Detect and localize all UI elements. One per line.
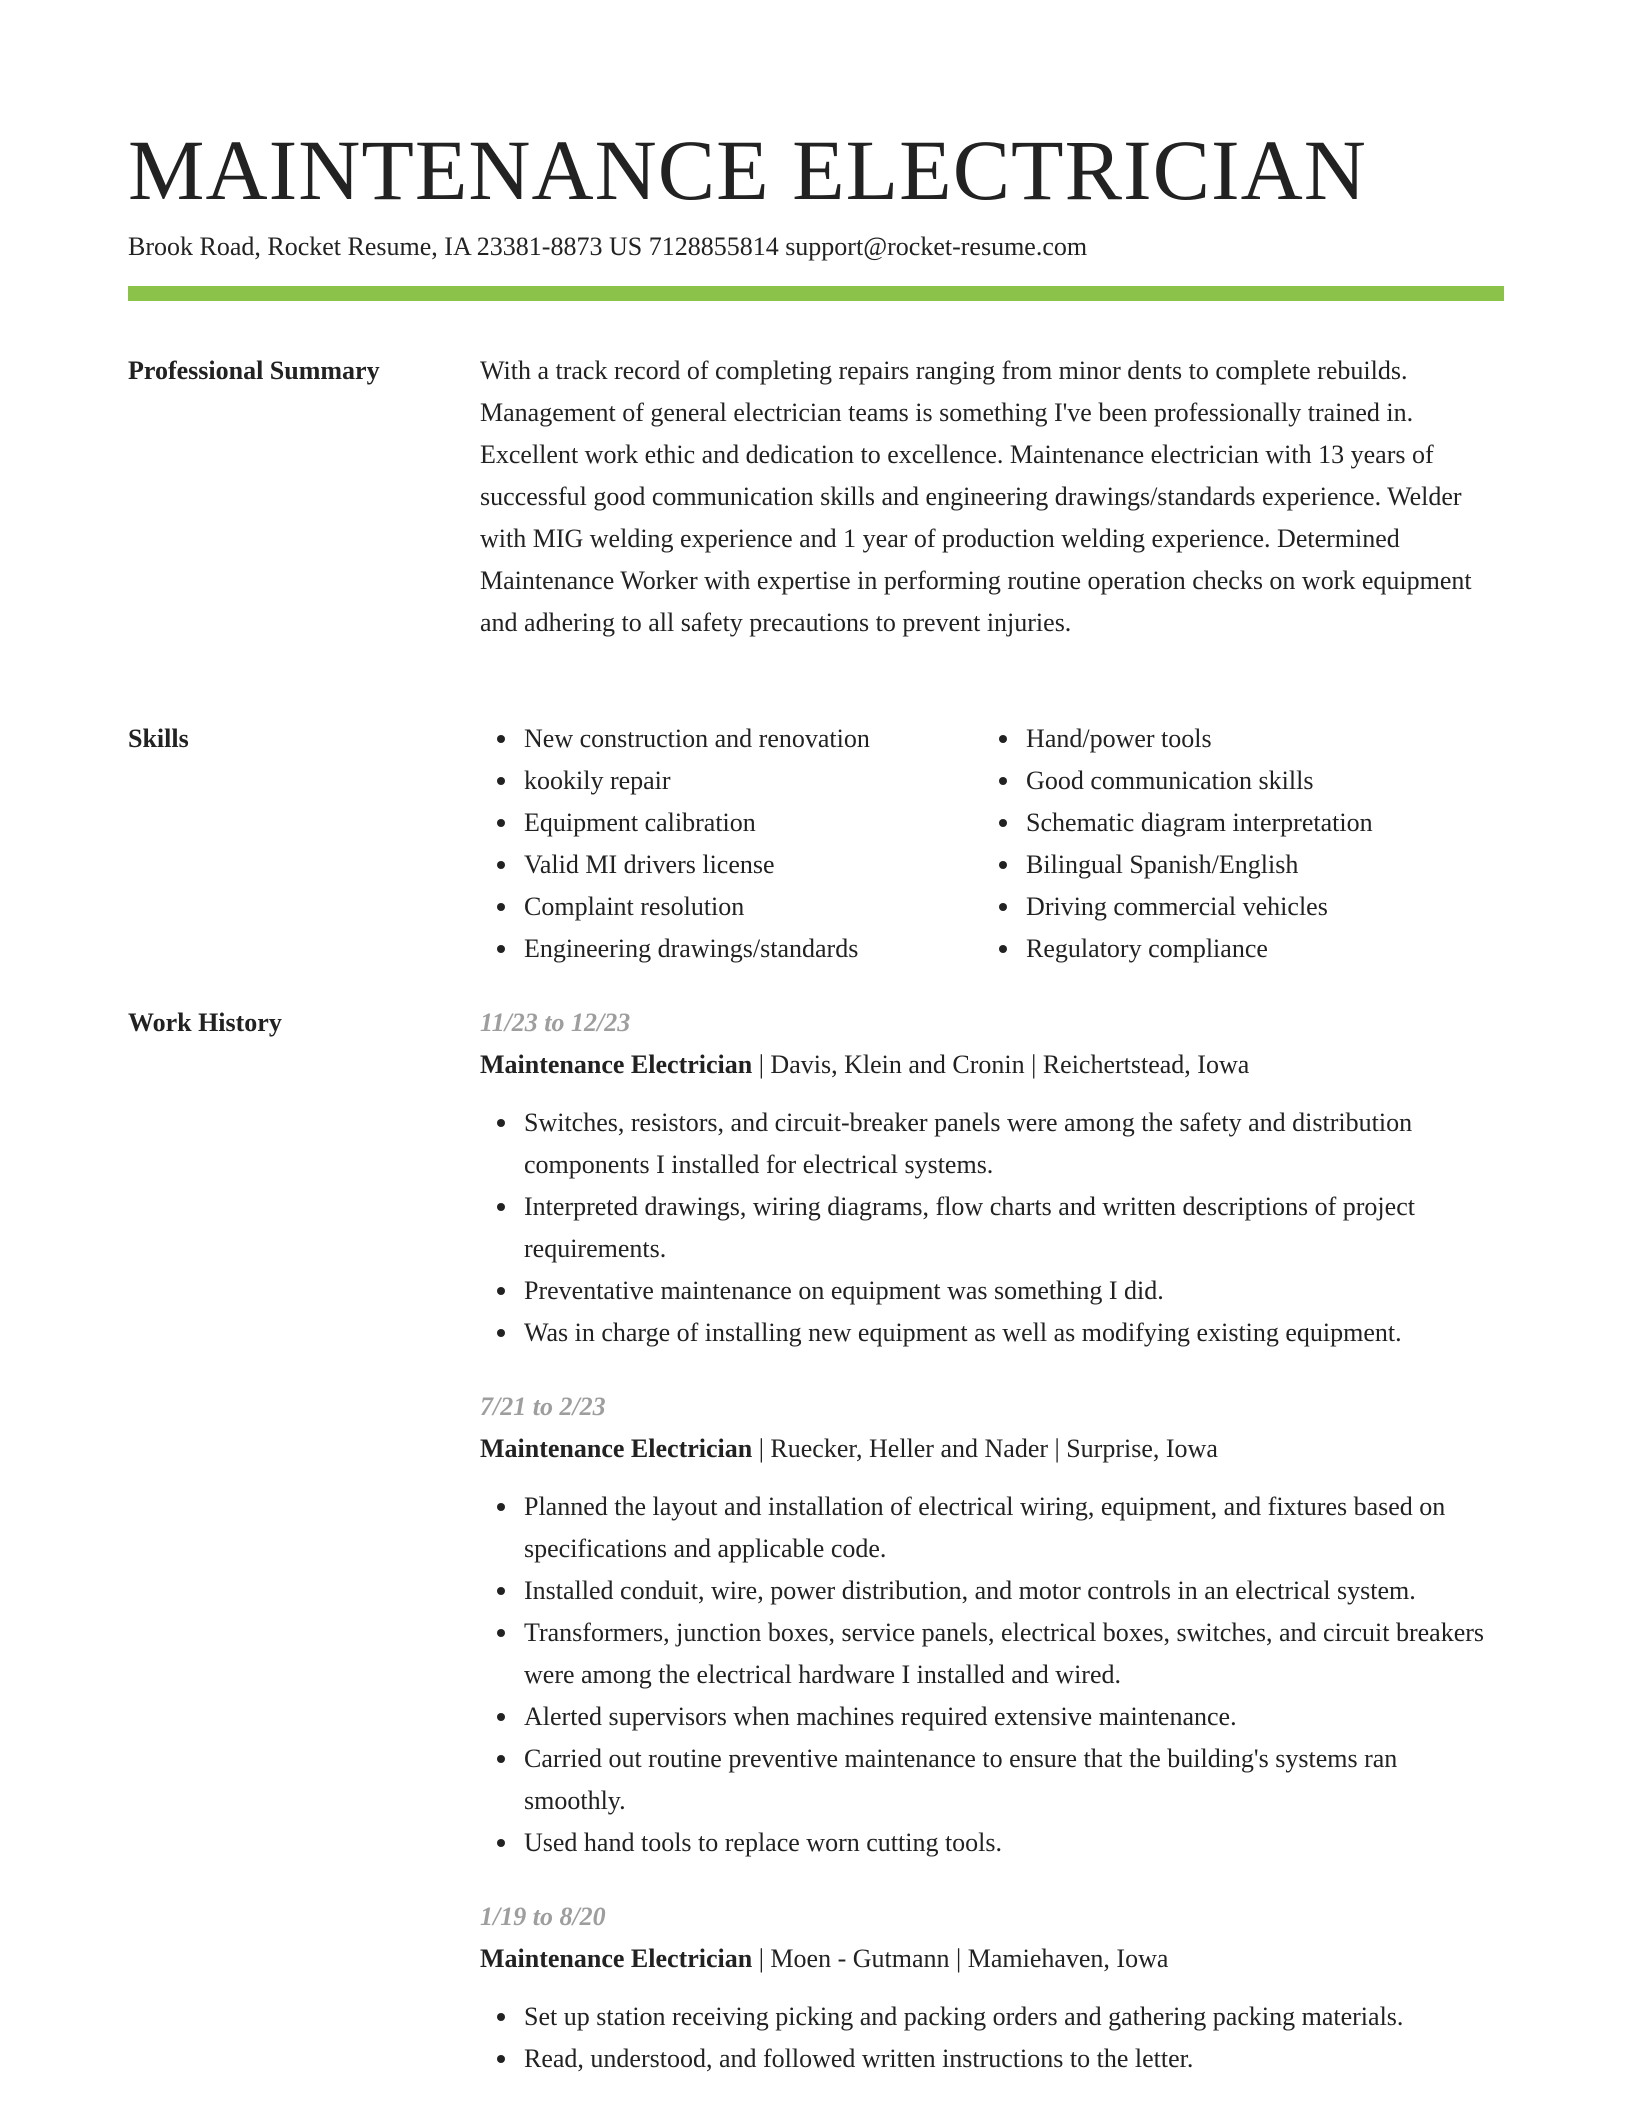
skills-list-right <box>982 718 1504 970</box>
contact-phone: 7128855814 <box>648 232 779 261</box>
job-title-line <box>480 1938 1504 1980</box>
skill-item: New construction and renovation <box>524 718 982 760</box>
skill-item: Schematic diagram interpretation <box>1026 802 1504 844</box>
job-bullets <box>480 1486 1504 1864</box>
resume-header <box>128 120 1504 264</box>
skill-item: Driving commercial vehicles <box>1026 886 1504 928</box>
job-entry <box>480 1896 1504 2080</box>
skills-list-left <box>480 718 982 970</box>
job-dates: 7/21 to 2/23 <box>480 1392 606 1421</box>
job-entry <box>480 1002 1504 1354</box>
job-bullet: Set up station receiving picking and packing orders and gathering packing materials. <box>524 1996 1504 2038</box>
job-bullet: Planned the layout and installation of electrical wiring, equipment, and fixtures based on specifications and applicable code. <box>524 1486 1504 1570</box>
skill-item: kookily repair <box>524 760 982 802</box>
job-title: Maintenance Electrician <box>480 1050 753 1079</box>
skill-item: Complaint resolution <box>524 886 982 928</box>
job-employer-location: | Davis, Klein and Cronin | Reichertstead, Iowa <box>752 1050 1250 1079</box>
contact-email: support@rocket-resume.com <box>785 232 1088 261</box>
skill-item: Good communication skills <box>1026 760 1504 802</box>
job-title: Maintenance Electrician <box>480 1944 753 1973</box>
job-bullet: Read, understood, and followed written instructions to the letter. <box>524 2038 1504 2080</box>
job-bullets <box>480 1996 1504 2080</box>
skill-item: Equipment calibration <box>524 802 982 844</box>
summary-text: With a track record of completing repairs ranging from minor dents to complete rebuilds. Management of general electrician teams is something I've been professionally trained in. Excellent work ethic and dedication to excellence. Maintenance electrician with 13 years of successful good communication skills and engineering drawings/standards experience. Welder with MIG welding experience and 1 year of production welding experience. Determined Maintenance Worker with expertise in performing routine operation checks on work equipment and adhering to all safety precautions to prevent injuries. <box>480 356 1472 637</box>
skill-item: Engineering drawings/standards <box>524 928 982 970</box>
job-bullet: Used hand tools to replace worn cutting tools. <box>524 1822 1504 1864</box>
job-bullet: Transformers, junction boxes, service panels, electrical boxes, switches, and circuit breakers were among the electrical hardware I installed and wired. <box>524 1612 1504 1696</box>
contact-line <box>128 230 1504 264</box>
job-title: Maintenance Electrician <box>480 1434 753 1463</box>
job-employer-location: | Moen - Gutmann | Mamiehaven, Iowa <box>752 1944 1169 1973</box>
summary-body <box>480 350 1504 644</box>
job-title-line <box>480 1044 1504 1086</box>
job-entry <box>480 1386 1504 1864</box>
contact-address: Brook Road, Rocket Resume, IA 23381-8873 US <box>128 232 643 261</box>
summary-heading: Professional Summary <box>128 356 380 385</box>
job-bullets <box>480 1102 1504 1354</box>
job-employer-location: | Ruecker, Heller and Nader | Surprise, Iowa <box>752 1434 1218 1463</box>
job-bullet: Interpreted drawings, wiring diagrams, flow charts and written descriptions of project requirements. <box>524 1186 1504 1270</box>
skill-item: Hand/power tools <box>1026 718 1504 760</box>
job-dates: 11/23 to 12/23 <box>480 1008 631 1037</box>
skill-item: Regulatory compliance <box>1026 928 1504 970</box>
job-bullet: Alerted supervisors when machines required extensive maintenance. <box>524 1696 1504 1738</box>
skills-heading: Skills <box>128 724 189 753</box>
work-history-heading: Work History <box>128 1008 282 1037</box>
work-history-body <box>480 1002 1504 2112</box>
job-bullet: Switches, resistors, and circuit-breaker panels were among the safety and distribution components I installed for electrical systems. <box>524 1102 1504 1186</box>
job-bullet: Carried out routine preventive maintenance to ensure that the building's systems ran smoothly. <box>524 1738 1504 1822</box>
header-divider <box>128 286 1504 301</box>
skill-item: Valid MI drivers license <box>524 844 982 886</box>
candidate-name: MAINTENANCE ELECTRICIAN <box>128 122 1367 218</box>
job-bullet: Installed conduit, wire, power distribution, and motor controls in an electrical system. <box>524 1570 1504 1612</box>
skills-body <box>480 718 1504 970</box>
job-bullet: Was in charge of installing new equipment as well as modifying existing equipment. <box>524 1312 1504 1354</box>
job-bullet: Preventative maintenance on equipment was something I did. <box>524 1270 1504 1312</box>
skill-item: Bilingual Spanish/English <box>1026 844 1504 886</box>
job-dates: 1/19 to 8/20 <box>480 1902 606 1931</box>
job-title-line <box>480 1428 1504 1470</box>
